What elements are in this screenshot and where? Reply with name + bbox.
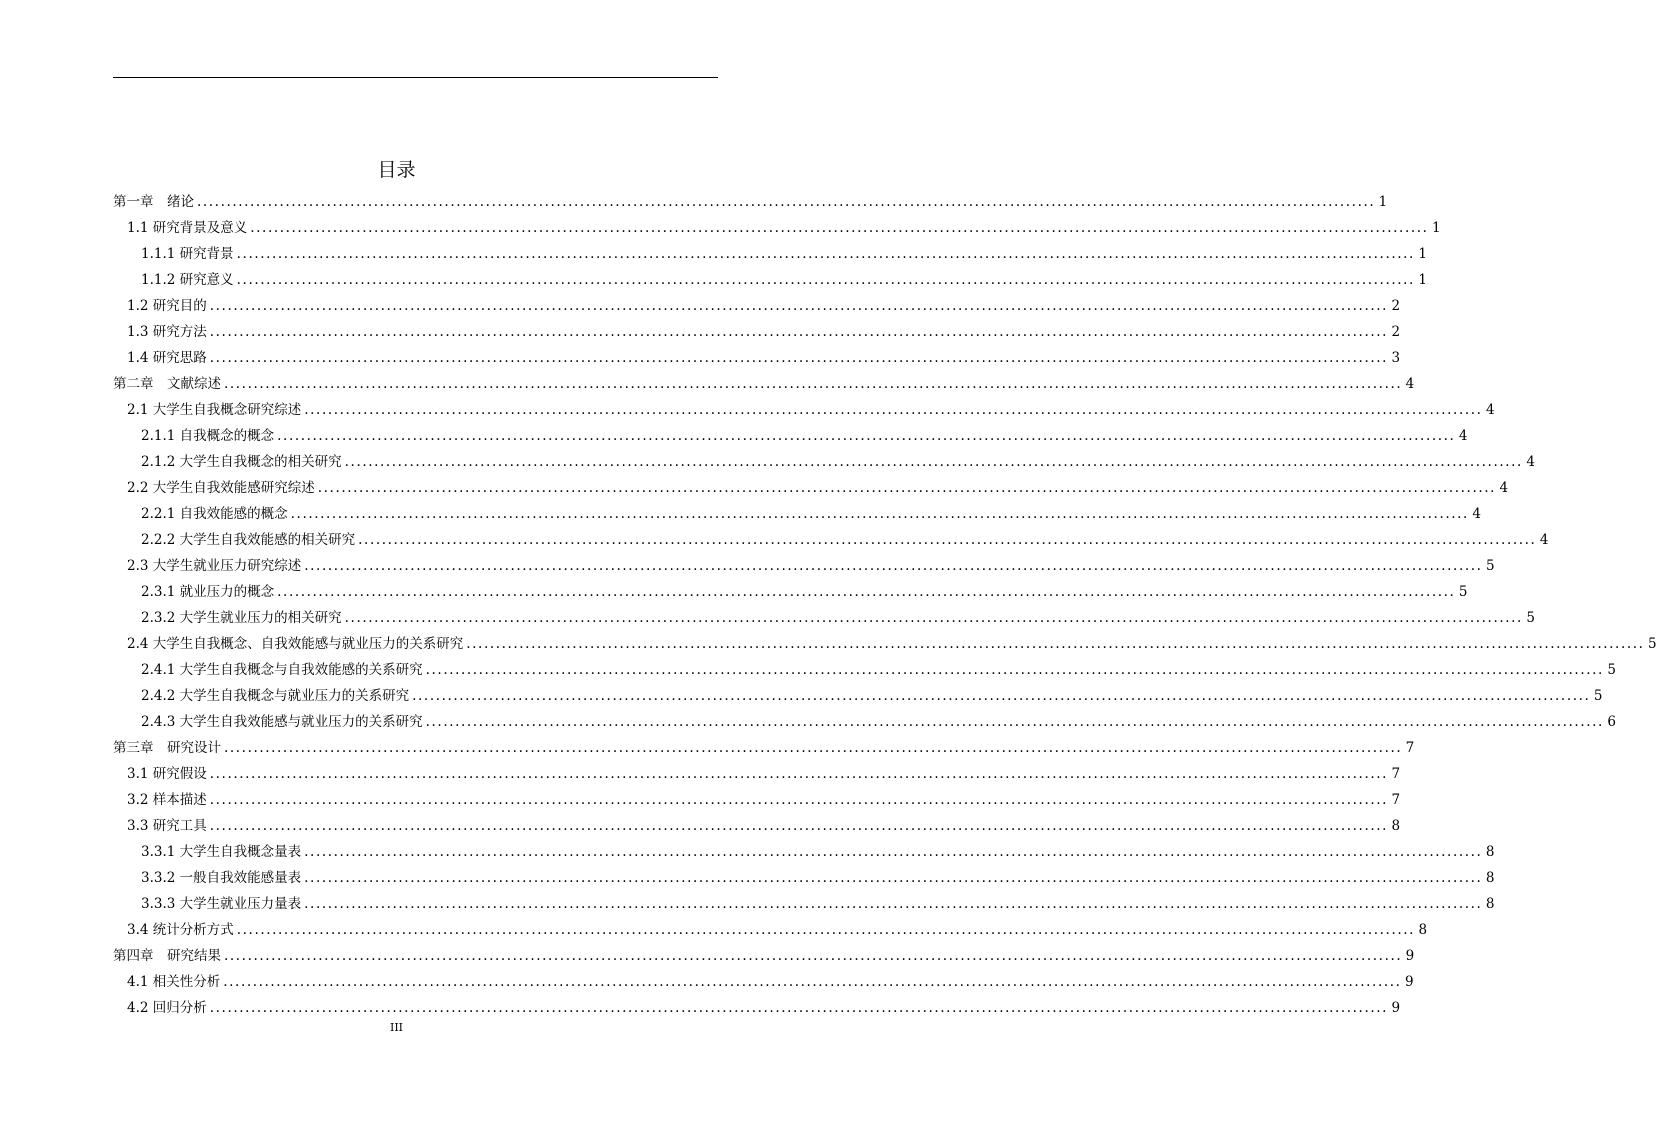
toc-entry-page: 5 [1526,610,1535,626]
toc-title: 目录 [377,159,416,181]
toc-entry-label: 2.3.2 大学生就业压力的相关研究 [141,610,342,626]
toc-dot-leader: ........................................................................................................................................................................................................ [250,220,1429,236]
toc-entry-label: 3.3.3 大学生就业压力量表 [141,896,302,912]
toc-entry-page: 7 [1391,792,1401,808]
toc-entry[interactable] [113,839,1495,865]
toc-entry-page: 9 [1404,974,1414,990]
toc-entry[interactable] [113,787,1401,813]
toc-dot-leader: ........................................................................................................................................................................................................ [317,480,1497,496]
toc-dot-leader: ........................................................................................................................................................................................................ [197,194,1376,210]
toc-entry[interactable] [113,579,1468,605]
toc-entry[interactable] [113,189,1388,215]
toc-entry-label: 2.1 大学生自我概念研究综述 [127,402,302,418]
toc-dot-leader: ........................................................................................................................................................................................................ [290,506,1469,522]
toc-entry[interactable] [113,631,1657,657]
toc-entry-page: 8 [1485,844,1495,860]
toc-entry[interactable] [113,813,1401,839]
toc-entry-label: 3.3.1 大学生自我概念量表 [141,844,302,860]
toc-entry-label: 2.4.2 大学生自我概念与就业压力的关系研究 [141,688,410,704]
toc-entry-page: 7 [1405,740,1415,756]
toc-entry-page: 8 [1485,896,1495,912]
toc-entry-page: 8 [1485,870,1495,886]
toc-entry[interactable] [113,865,1495,891]
toc-dot-leader: ........................................................................................................................................................................................................ [209,766,1389,782]
toc-entry-page: 4 [1485,402,1495,418]
toc-entry[interactable] [113,449,1535,475]
toc-entry[interactable] [113,683,1603,709]
table-of-contents [113,189,1657,1021]
toc-entry-label: 2.2.1 自我效能感的概念 [141,506,288,522]
toc-dot-leader: ........................................................................................................................................................................................................ [209,818,1389,834]
toc-entry[interactable] [113,657,1616,683]
toc-entry-label: 3.4 统计分析方式 [127,922,234,938]
toc-entry-label: 2.2.2 大学生自我效能感的相关研究 [141,532,356,548]
toc-dot-leader: ........................................................................................................................................................................................................ [236,246,1415,262]
toc-entry-label: 1.1.2 研究意义 [141,272,234,288]
toc-dot-leader: ........................................................................................................................................................................................................ [344,454,1523,470]
toc-entry[interactable] [113,475,1509,501]
toc-entry-label: 2.1.1 自我概念的概念 [141,428,275,444]
toc-entry[interactable] [113,293,1401,319]
toc-entry[interactable] [113,527,1549,553]
toc-dot-leader: ........................................................................................................................................................................................................ [224,948,1403,964]
toc-entry-label: 1.3 研究方法 [127,324,207,340]
toc-dot-leader: ........................................................................................................................................................................................................ [209,350,1389,366]
toc-dot-leader: ........................................................................................................................................................................................................ [224,740,1403,756]
toc-entry-page: 3 [1391,350,1401,366]
toc-entry-page: 4 [1405,376,1415,392]
toc-dot-leader: ........................................................................................................................................................................................................ [304,558,1483,574]
toc-entry[interactable] [113,553,1495,579]
toc-entry-page: 4 [1472,506,1481,522]
toc-entry-label: 3.1 研究假设 [127,766,207,782]
toc-entry-page: 5 [1458,584,1468,600]
toc-entry[interactable] [113,969,1414,995]
toc-entry[interactable] [113,267,1427,293]
toc-entry-page: 1 [1378,194,1388,210]
toc-entry-page: 5 [1607,662,1616,678]
toc-entry-label: 2.4.3 大学生自我效能感与就业压力的关系研究 [141,714,423,730]
toc-entry-page: 1 [1418,272,1427,288]
toc-dot-leader: ........................................................................................................................................................................................................ [223,974,1402,990]
page-number: III [389,1021,404,1034]
toc-dot-leader: ........................................................................................................................................................................................................ [304,844,1483,860]
toc-entry-label: 2.3 大学生就业压力研究综述 [127,558,302,574]
toc-entry-page: 4 [1539,532,1549,548]
toc-dot-leader: ........................................................................................................................................................................................................ [209,792,1389,808]
toc-dot-leader: ........................................................................................................................................................................................................ [304,870,1483,886]
toc-dot-leader: ........................................................................................................................................................................................................ [412,688,1591,704]
toc-entry-label: 3.2 样本描述 [127,792,207,808]
toc-entry-page: 8 [1418,922,1428,938]
toc-entry-page: 2 [1391,324,1401,340]
toc-entry-page: 5 [1593,688,1603,704]
toc-entry-label: 2.4 大学生自我概念、自我效能感与就业压力的关系研究 [127,636,464,652]
toc-entry[interactable] [113,891,1495,917]
toc-dot-leader: ........................................................................................................................................................................................................ [224,376,1403,392]
toc-entry-page: 4 [1458,428,1468,444]
toc-dot-leader: ........................................................................................................................................................................................................ [358,532,1537,548]
toc-entry[interactable] [113,735,1415,761]
toc-dot-leader: ........................................................................................................................................................................................................ [209,324,1389,340]
toc-entry[interactable] [113,215,1441,241]
toc-entry-page: 7 [1391,766,1401,782]
toc-entry-page: 8 [1391,818,1401,834]
toc-entry-label: 4.1 相关性分析 [127,974,221,990]
toc-entry-page: 4 [1526,454,1535,470]
toc-entry-page: 2 [1391,298,1401,314]
toc-entry[interactable] [113,761,1401,787]
toc-entry[interactable] [113,501,1481,527]
toc-dot-leader: ........................................................................................................................................................................................................ [344,610,1523,626]
toc-dot-leader: ........................................................................................................................................................................................................ [236,922,1416,938]
toc-entry[interactable] [113,917,1428,943]
toc-entry[interactable] [113,397,1495,423]
toc-entry-page: 1 [1418,246,1427,262]
header-rule [113,77,718,78]
toc-entry-label: 1.1 研究背景及意义 [127,220,248,236]
toc-entry[interactable] [113,345,1401,371]
toc-entry-label: 3.3 研究工具 [127,818,207,834]
toc-dot-leader: ........................................................................................................................................................................................................ [425,662,1604,678]
toc-entry[interactable] [113,371,1415,397]
toc-entry-label: 3.3.2 一般自我效能感量表 [141,870,302,886]
toc-entry[interactable] [113,995,1401,1021]
toc-entry-label: 第一章 绪论 [113,194,194,210]
toc-entry[interactable] [113,423,1468,449]
toc-entry-label: 2.4.1 大学生自我概念与自我效能感的关系研究 [141,662,423,678]
toc-dot-leader: ........................................................................................................................................................................................................ [466,636,1645,652]
toc-entry-label: 第二章 文献综述 [113,376,221,392]
toc-entry-label: 2.1.2 大学生自我概念的相关研究 [141,454,342,470]
toc-entry-page: 4 [1499,480,1509,496]
toc-entry-label: 1.4 研究思路 [127,350,207,366]
toc-entry-page: 5 [1647,636,1657,652]
toc-dot-leader: ........................................................................................................................................................................................................ [277,584,1456,600]
toc-dot-leader: ........................................................................................................................................................................................................ [304,402,1483,418]
toc-dot-leader: ........................................................................................................................................................................................................ [236,272,1415,288]
toc-entry-page: 1 [1431,220,1441,236]
toc-dot-leader: ........................................................................................................................................................................................................ [304,896,1483,912]
toc-entry-page: 9 [1391,1000,1401,1016]
toc-entry-label: 2.2 大学生自我效能感研究综述 [127,480,315,496]
toc-entry[interactable] [113,241,1427,267]
toc-entry-label: 4.2 回归分析 [127,1000,207,1016]
toc-dot-leader: ........................................................................................................................................................................................................ [209,298,1389,314]
toc-entry-page: 9 [1405,948,1415,964]
toc-entry[interactable] [113,943,1415,969]
toc-dot-leader: ........................................................................................................................................................................................................ [425,714,1604,730]
toc-entry-label: 1.1.1 研究背景 [141,246,234,262]
toc-entry-label: 1.2 研究目的 [127,298,207,314]
toc-entry-label: 第四章 研究结果 [113,948,221,964]
toc-dot-leader: ........................................................................................................................................................................................................ [209,1000,1389,1016]
toc-entry[interactable] [113,605,1535,631]
toc-entry-page: 5 [1485,558,1495,574]
toc-entry[interactable] [113,709,1616,735]
toc-entry-label: 2.3.1 就业压力的概念 [141,584,275,600]
toc-entry[interactable] [113,319,1401,345]
toc-entry-page: 6 [1607,714,1616,730]
toc-dot-leader: ........................................................................................................................................................................................................ [277,428,1456,444]
toc-entry-label: 第三章 研究设计 [113,740,221,756]
